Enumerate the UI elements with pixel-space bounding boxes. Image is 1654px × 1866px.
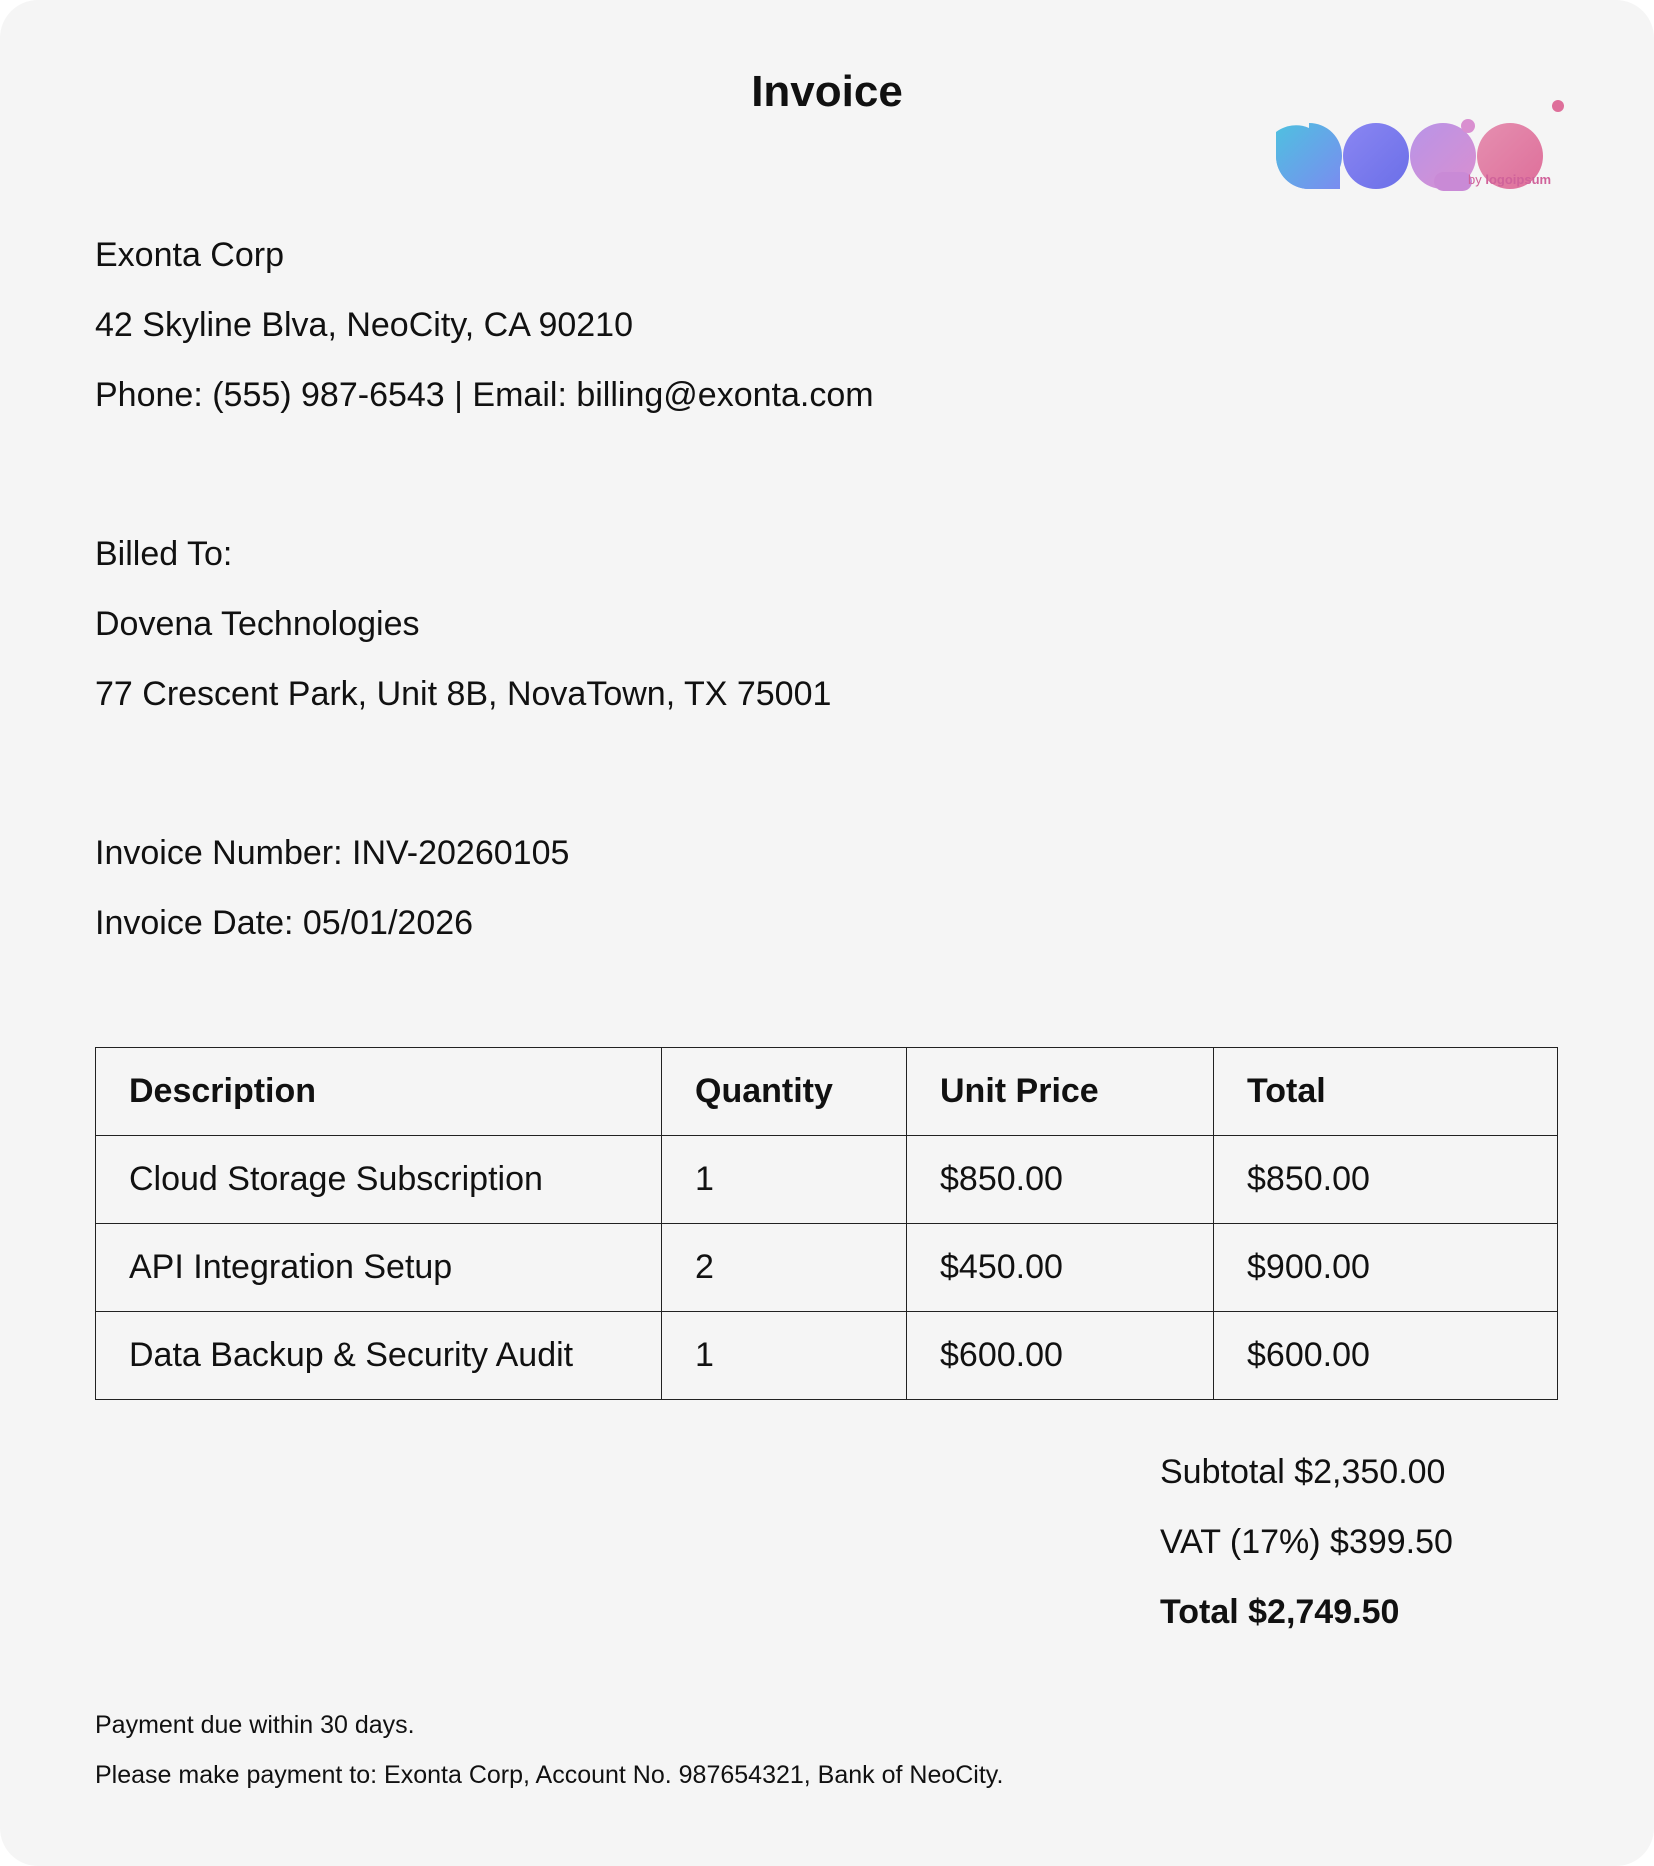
payment-instructions: Please make payment to: Exonta Corp, Account No. 987654321, Bank of NeoCity.	[95, 1761, 1004, 1789]
invoice-date: Invoice Date: 05/01/2026	[95, 904, 474, 942]
cell-unit-price: $450.00	[907, 1224, 1214, 1312]
cell-description: Cloud Storage Subscription	[96, 1136, 662, 1224]
seller-address: 42 Skyline Blva, NeoCity, CA 90210	[95, 306, 633, 344]
cell-quantity: 1	[662, 1136, 907, 1224]
logo-byline	[1468, 172, 1551, 188]
cell-quantity: 2	[662, 1224, 907, 1312]
cell-unit-price: $600.00	[907, 1312, 1214, 1400]
line-items-table	[95, 1047, 1558, 1400]
cell-description: API Integration Setup	[96, 1224, 662, 1312]
page-title: Invoice	[751, 67, 903, 116]
logo-byline-prefix: by	[1468, 172, 1482, 187]
billed-to-label: Billed To:	[95, 535, 233, 573]
invoice-number: Invoice Number: INV-20260105	[95, 834, 570, 872]
column-header-quantity: Quantity	[662, 1048, 907, 1136]
table-header-row	[96, 1048, 1558, 1136]
cell-description: Data Backup & Security Audit	[96, 1312, 662, 1400]
table-row	[96, 1136, 1558, 1224]
column-header-description: Description	[96, 1048, 662, 1136]
grand-total: Total $2,749.50	[1160, 1593, 1400, 1631]
column-header-unit-price: Unit Price	[907, 1048, 1214, 1136]
cell-total: $850.00	[1214, 1136, 1558, 1224]
table-row	[96, 1224, 1558, 1312]
billed-to-address: 77 Crescent Park, Unit 8B, NovaTown, TX 75001	[95, 675, 832, 713]
cell-unit-price: $850.00	[907, 1136, 1214, 1224]
payment-terms: Payment due within 30 days.	[95, 1711, 415, 1739]
cell-total: $900.00	[1214, 1224, 1558, 1312]
table-row	[96, 1312, 1558, 1400]
logo-byline-name: logoipsum	[1485, 172, 1552, 187]
cell-total: $600.00	[1214, 1312, 1558, 1400]
cell-quantity: 1	[662, 1312, 907, 1400]
seller-contact: Phone: (555) 987-6543 | Email: billing@exonta.com	[95, 376, 874, 414]
billed-to-name: Dovena Technologies	[95, 605, 420, 643]
seller-name: Exonta Corp	[95, 236, 284, 274]
column-header-total: Total	[1214, 1048, 1558, 1136]
vat: VAT (17%) $399.50	[1160, 1523, 1453, 1561]
subtotal: Subtotal $2,350.00	[1160, 1453, 1446, 1491]
